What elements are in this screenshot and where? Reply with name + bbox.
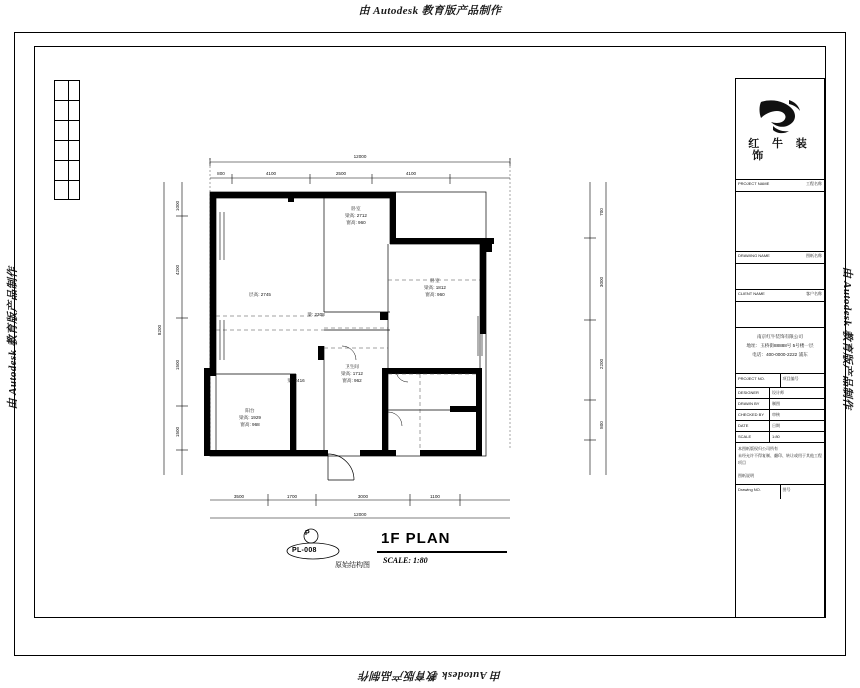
floor-plan-drawing [120,120,720,590]
tb-client-name-label: CLIENT NAME [738,291,765,296]
company-logo-text [748,138,812,162]
dim-bottom-1: 1700 [286,494,298,499]
tb-drawingno-label: Drawing NO. [736,485,781,499]
company-logo-line2: 饰 [752,150,764,162]
room-note: 窗高: 960 [425,292,445,297]
tb-projectno-value: 项目编号 [782,375,799,381]
tb-header-strip [736,374,824,388]
tb-drawnby-label: DRAWN BY [736,399,770,409]
tb-client-name-value: 客户名称 [806,291,822,296]
dim-left-2: 1500 [175,359,180,371]
dim-bottom-outer: 12000 [353,512,367,517]
room-note: 梁高: 1712 [341,371,363,376]
tb-client-name-row [736,290,824,302]
dim-left-0: 1000 [175,200,180,212]
dim-top-3: 4100 [405,171,417,176]
index-cell [55,121,79,141]
tb-project-name-field [736,192,824,252]
dim-right-0: 700 [599,208,604,216]
tb-company-info [736,328,824,374]
tb-date-value: 日期 [772,422,780,428]
tb-client-name-field [736,302,824,328]
tb-designer-label: DESIGNER [736,388,770,398]
tb-drawingno-value: 图号 [782,486,791,492]
plan-tag-letter: P [305,530,310,537]
tb-project-name-row [736,180,824,192]
dim-top-1: 4100 [265,171,277,176]
plan-title-block [285,528,545,582]
tb-copyright-note [736,443,824,485]
plan-tag-code: PL-008 [292,547,317,554]
watermark-bottom: 由 Autodesk 教育版产品制作 [358,669,502,681]
plan-title-text: 1F PLAN [381,530,451,547]
room-note: 梁高: 1812 [424,285,446,290]
tb-drawnby-value: 制图 [772,400,780,406]
company-logo-line1: 红 牛 装 [748,138,812,150]
tb-drawing-name-value: 图纸名称 [806,253,822,258]
tb-scale-label: SCALE [736,432,770,442]
index-cell [55,161,79,181]
tb-checkedby-row [736,410,824,421]
index-cell [55,141,79,161]
tb-drawing-name-row [736,252,824,264]
tb-checkedby-value: 审核 [772,411,780,417]
dim-bottom-3: 1100 [430,494,440,499]
tb-company-name: 南京红牛装饰有限公司 [757,334,803,339]
dim-right-3: 800 [599,421,604,429]
tb-designer-value: 设计师 [772,389,784,395]
tb-scale-row [736,432,824,443]
index-cell [55,181,79,201]
tb-note-title: 本图纸版权归公司所有 [738,446,778,451]
room-note: 梁: 2416 [287,378,305,383]
index-strip-divider [68,81,69,199]
dim-left-outer: 8200 [157,324,162,336]
room-note: 窗高: 968 [240,422,260,427]
tb-scale-value: 1:80 [772,433,780,439]
dim-top-outer: 12000 [353,154,367,159]
tb-company-phone: 电话：400-0000-2222 浦东 [752,352,808,357]
tb-designer-row [736,388,824,399]
watermark-left: 由 Autodesk 教育版产品制作 [7,266,19,410]
tb-note-cn: 图纸说明 [738,473,754,478]
tb-date-label: DATE [736,421,770,431]
tb-checkedby-label: CHECKED BY [736,410,770,420]
tb-project-name-value: 工程名称 [806,181,822,186]
room-note: 窗高: 962 [342,378,362,383]
sheet-index-strip [54,80,80,200]
room-label: 卧室 [351,206,361,211]
dim-bottom-2: 3000 [357,494,369,499]
dim-top-2: 2500 [335,171,347,176]
watermark-top: 由 Autodesk 教育版产品制作 [358,5,502,17]
tb-footer [736,485,824,499]
title-block [735,78,825,618]
plan-tag-bubble [285,528,349,564]
room-note: 梁高: 2712 [345,213,367,218]
company-logo [736,79,824,180]
dim-left-1: 4200 [175,264,180,276]
dim-right-2: 2200 [599,358,604,370]
dim-right-1: 3000 [599,276,604,288]
room-label: 卧室 [430,278,440,283]
dim-bottom-0: 3500 [233,494,245,499]
tb-projectno-label: PROJECT NO. [736,374,781,387]
index-cell [55,101,79,121]
plan-title-underline [377,551,507,553]
room-note: 窗高: 960 [346,220,366,225]
beam-label: 梁: 2308 [307,312,325,317]
dim-left-3: 1500 [175,426,180,438]
tb-note-body: 未经允许不得复制、翻印、转让或用于其他工程项目 [738,453,822,465]
tb-project-name-label: PROJECT NAME [738,181,770,186]
room-label: 层高: 2745 [249,292,271,297]
phoenix-logo-icon [753,96,807,136]
tb-drawing-name-field [736,264,824,290]
room-label: 卫生间 [345,364,359,369]
index-cell [55,81,79,101]
room-label: 阳台 [245,408,255,413]
plan-scale-text: SCALE: 1:80 [383,556,428,565]
room-note: 梁高: 1929 [239,415,261,420]
tb-drawnby-row [736,399,824,410]
tb-company-address: 地址：玉桥街88888号 5号楼一层 [746,343,814,348]
tb-drawing-name-label: DRAWING NAME [738,253,770,258]
plan-subtitle-cn: 原始结构图 [335,562,370,569]
tb-date-row [736,421,824,432]
dim-top-0: 800 [217,171,225,176]
watermark-right: 由 Autodesk 教育版产品制作 [841,266,853,410]
floor-plan-svg [120,120,720,590]
